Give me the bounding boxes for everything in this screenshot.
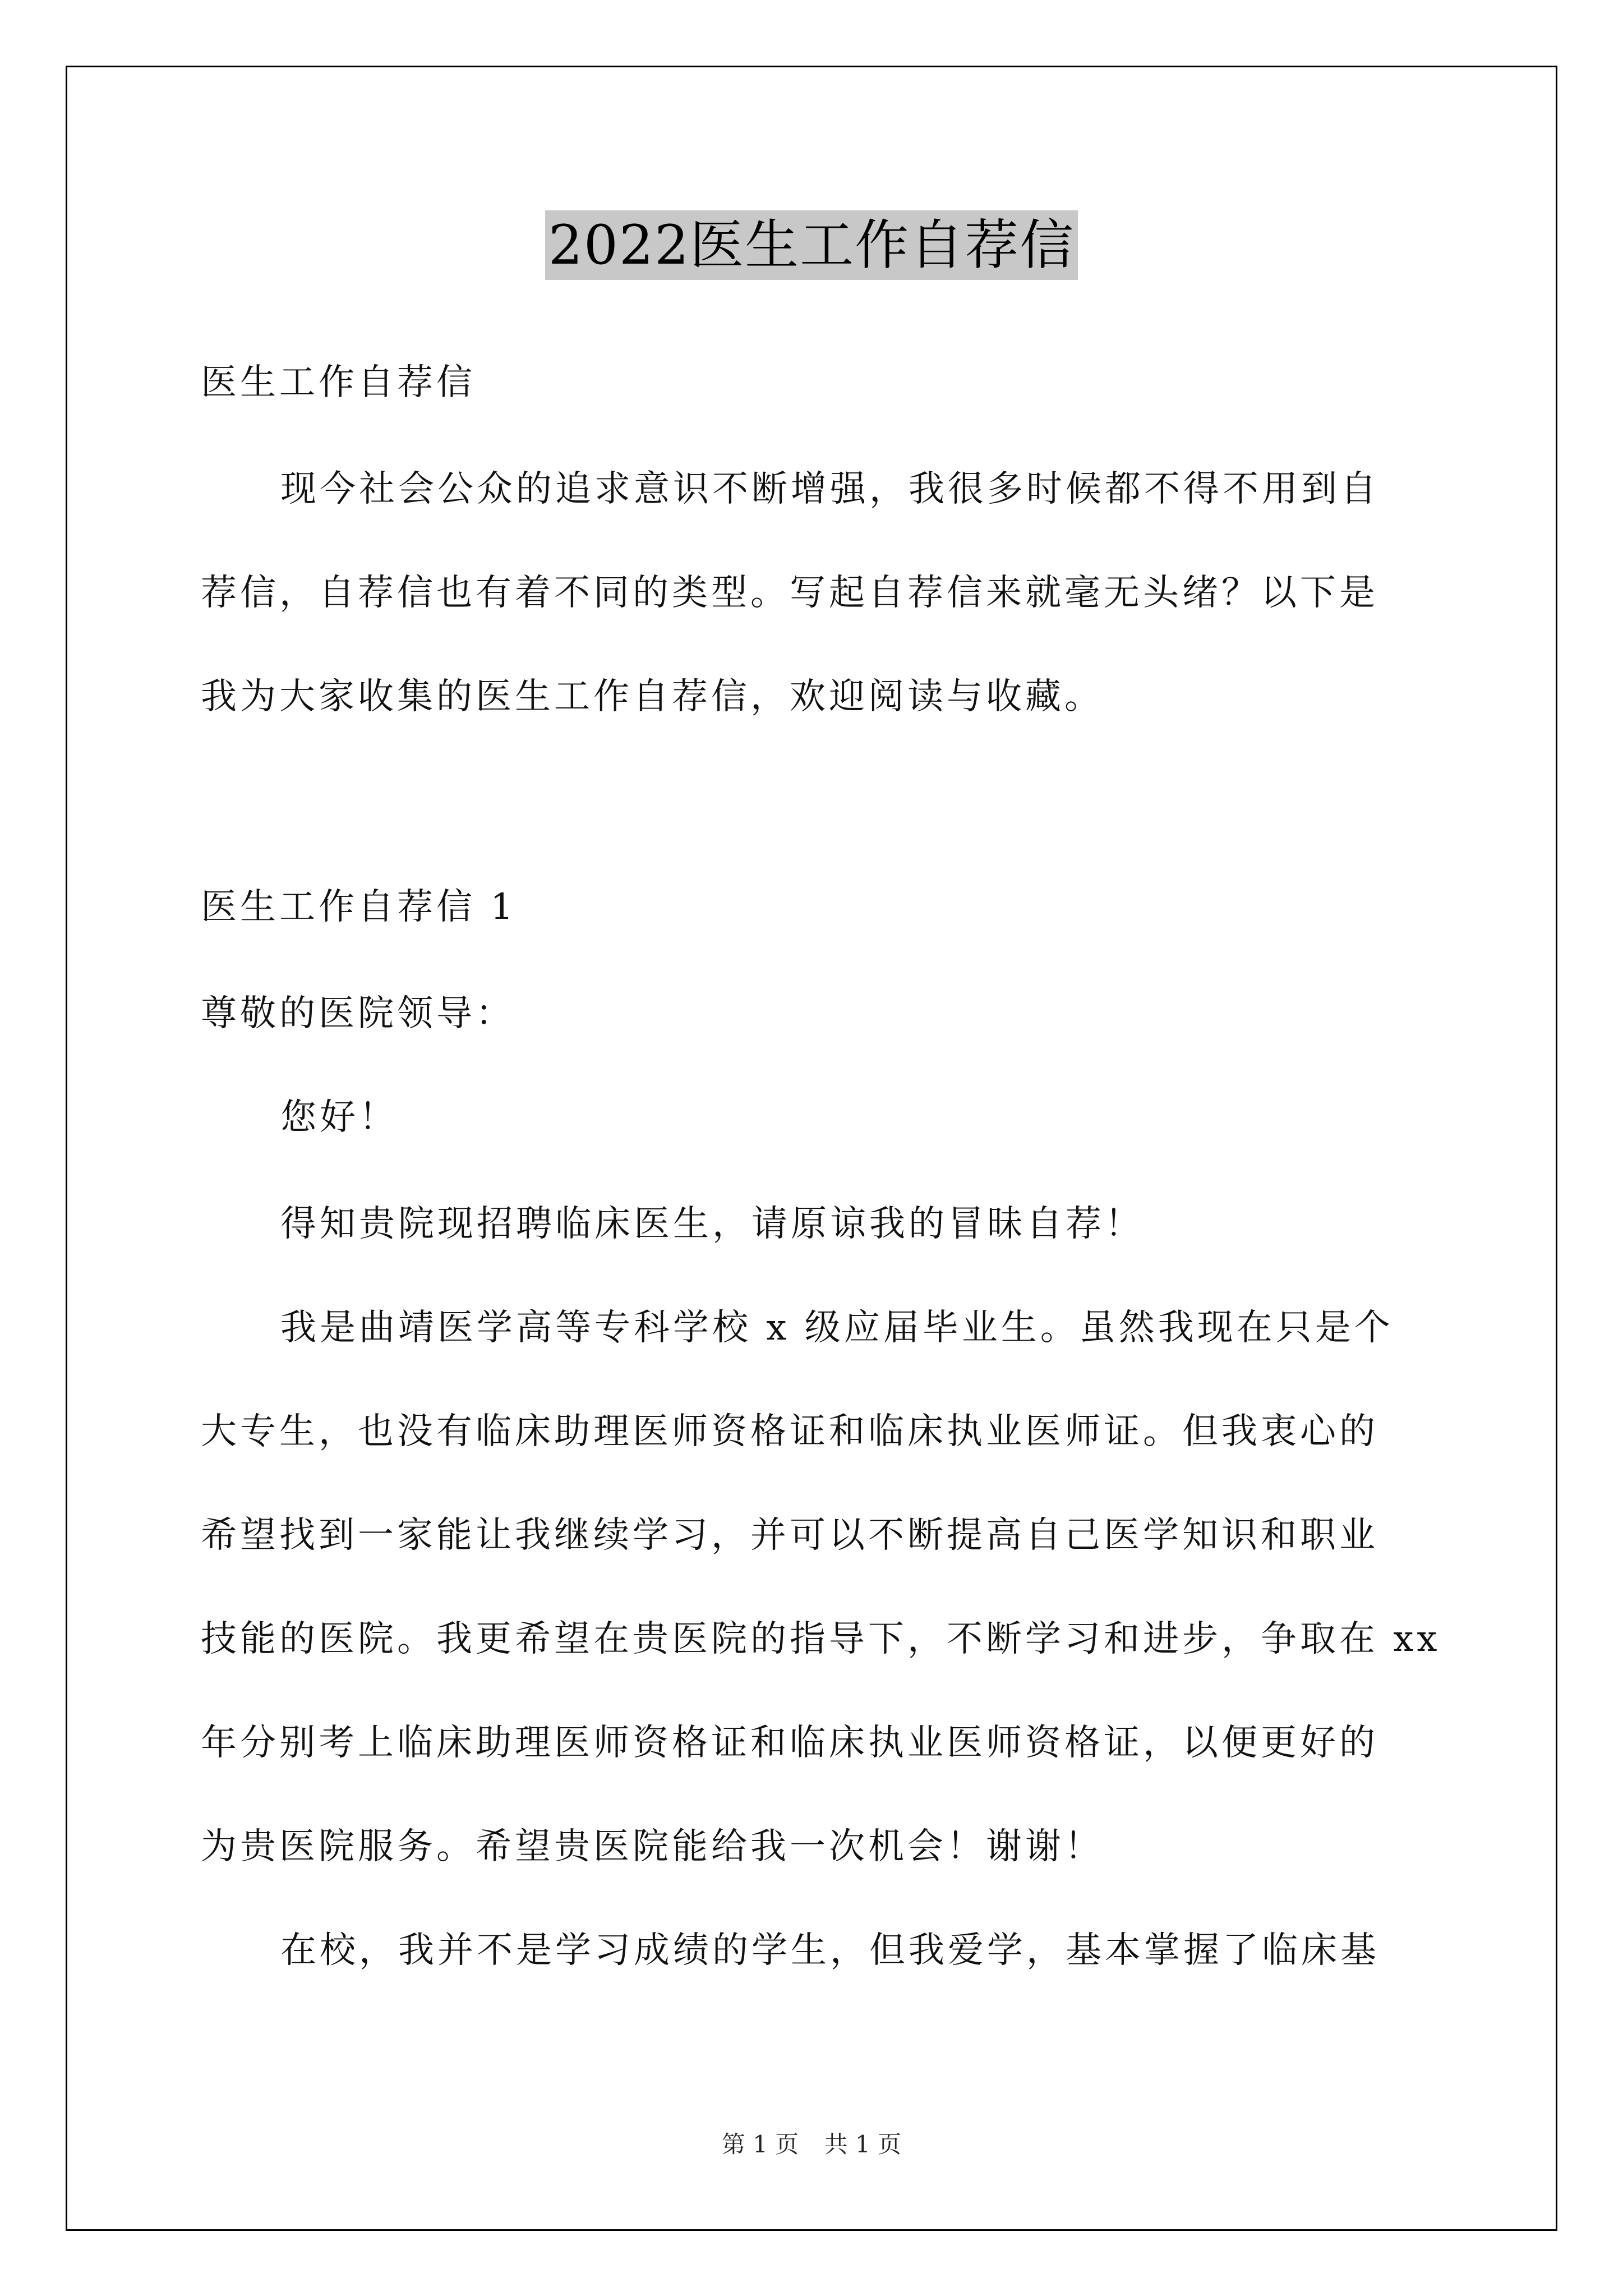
subtitle: 医生工作自荐信: [201, 362, 476, 403]
paragraph-2-line-6: 为贵医院服务。希望贵医院能给我一次机会！谢谢！: [201, 1826, 1104, 1867]
greeting: 您好！: [280, 1097, 398, 1138]
intro-line-1: 现今社会公众的追求意识不断增强，我很多时候都不得不用到自: [280, 468, 1380, 510]
paragraph-2-line-2: 大专生，也没有临床助理医师资格证和临床执业医师证。但我衷心的: [201, 1411, 1378, 1452]
intro-line-2: 荐信，自荐信也有着不同的类型。写起自荐信来就毫无头绪？以下是: [201, 572, 1378, 614]
paragraph-2-line-5: 年分别考上临床助理医师资格证和临床执业医师资格证，以便更好的: [201, 1722, 1378, 1764]
section-heading: 医生工作自荐信 1: [201, 886, 517, 928]
page-footer: [0, 2126, 1623, 2160]
paragraph-3-line-1: 在校，我并不是学习成绩的学生，但我爱学，基本掌握了临床基: [280, 1930, 1380, 1971]
page-number: 第 1 页: [721, 2131, 799, 2158]
paragraph-2-line-3: 希望找到一家能让我继续学习，并可以不断提高自己医学知识和职业: [201, 1515, 1378, 1556]
salutation: 尊敬的医院领导：: [201, 993, 515, 1034]
paragraph-2-line-4: 技能的医院。我更希望在贵医院的指导下，不断学习和进步，争取在 xx: [201, 1618, 1441, 1660]
page-total: 共 1 页: [824, 2131, 902, 2158]
paragraph-1: 得知贵院现招聘临床医生，请原谅我的冒昧自荐！: [280, 1203, 1144, 1245]
document-title: 2022医生工作自荐信: [545, 210, 1078, 280]
intro-line-3: 我为大家收集的医生工作自荐信，欢迎阅读与收藏。: [201, 676, 1104, 717]
title-container: [0, 210, 1623, 280]
paragraph-2-line-1: 我是曲靖医学高等专科学校 x 级应届毕业生。虽然我现在只是个: [280, 1307, 1394, 1349]
